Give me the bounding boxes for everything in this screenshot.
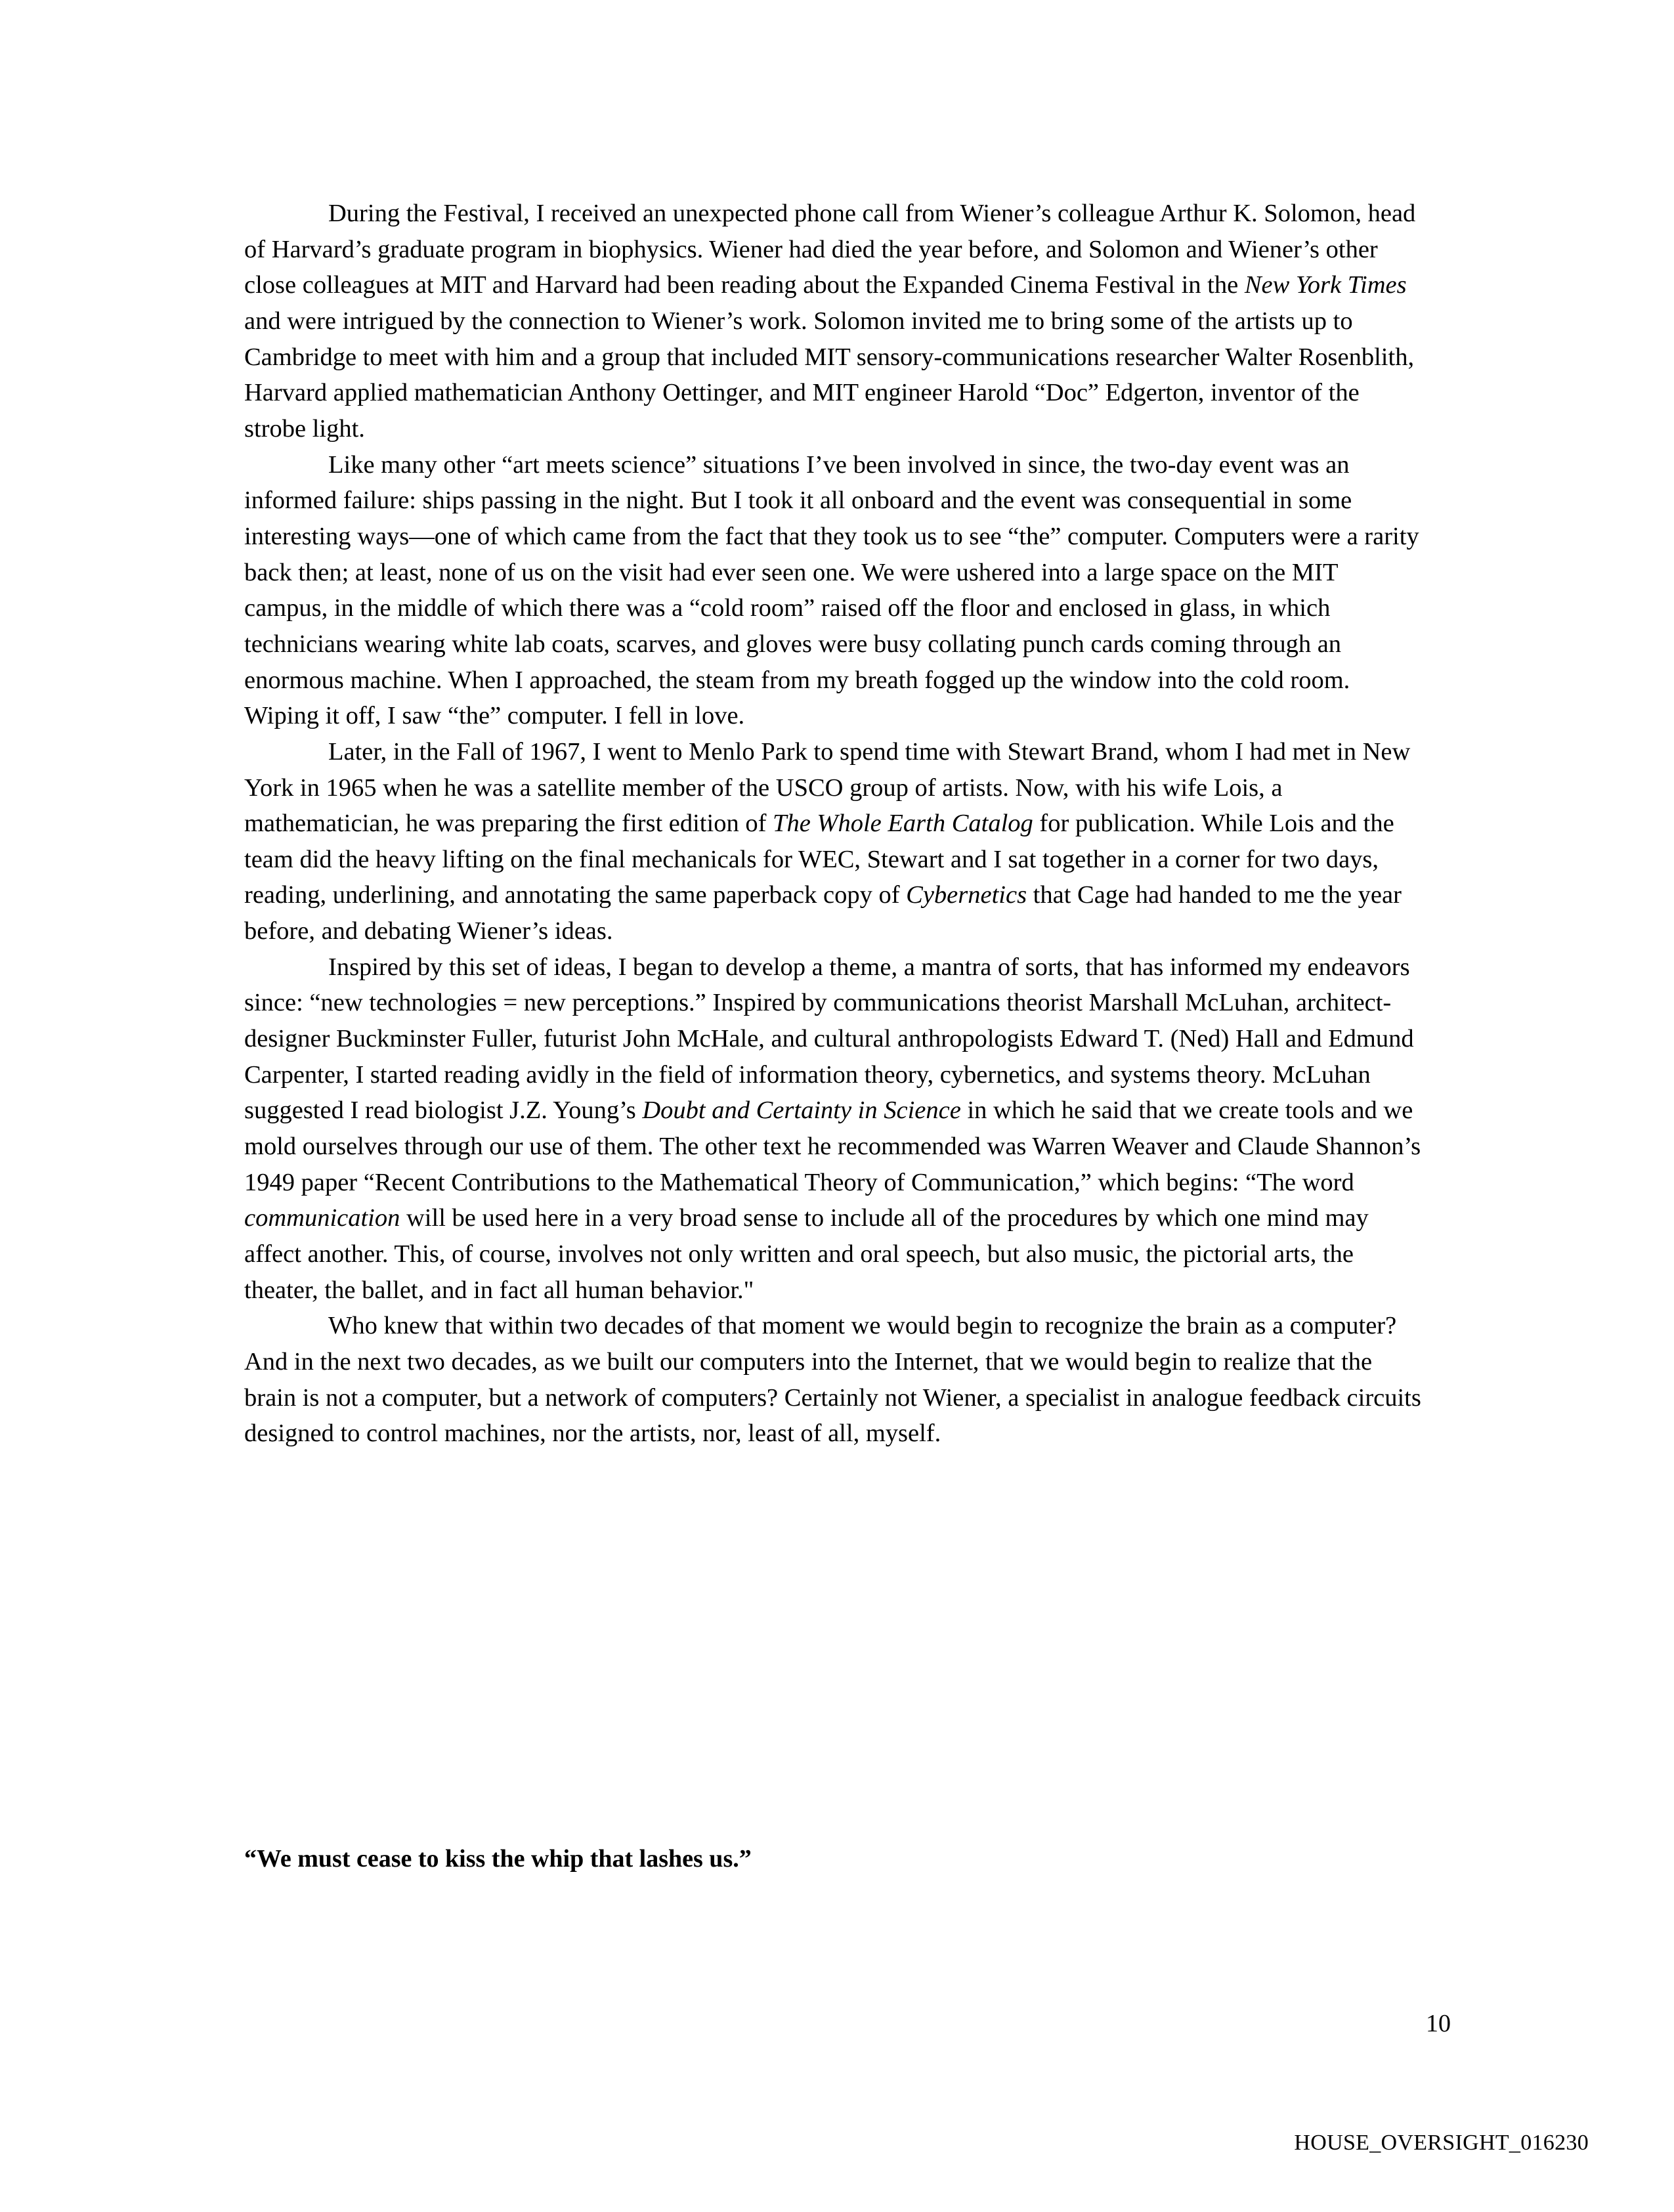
- text-run: that Cage had handed to me the year before, and debating Wiener’s ideas.: [244, 881, 1402, 945]
- bold-statement: “We must cease to kiss the whip that lashes us.”: [244, 1845, 752, 1873]
- text-run: and were intrigued by the connection to Wiener’s work. Solomon invited me to bring some of the artists up to Cambridge to meet with him and a group that included MIT sensory-communications researcher Walter Rosenblith, Harvard applied mathematician Anthony Oettinger, and MIT engineer Harold “Doc” Edgerton, inventor of the strobe light.: [244, 307, 1415, 443]
- italic-run: Doubt and Certainty in Science: [642, 1096, 961, 1125]
- text-run: in which he said that we create tools and we mold ourselves through our use of them. The other text he recommended was Warren Weaver and Claude Shannon’s 1949 paper “Recent Contributions to the Mathematical Theory of Communication,” which begins: “The word: [244, 1096, 1421, 1196]
- text-run: Who knew that within two decades of that moment we would begin to recognize the brain as a computer? And in the next two decades, as we built our computers into the Internet, that we would begin to realize that the brain is not a computer, but a network of computers? Certainly not Wiener, a specialist in analogue feedback circuits designed to control machines, nor the artists, nor, least of all, myself.: [244, 1312, 1421, 1448]
- body-text-column: [244, 196, 1426, 1452]
- text-run: will be used here in a very broad sense to include all of the procedures by which one mind may affect another. This, of course, involves not only written and oral speech, but also music, the pictorial arts, the theater, the ballet, and in fact all human behavior.": [244, 1204, 1369, 1304]
- paragraph-5: [244, 1308, 1426, 1452]
- text-run: for publication. While Lois and the team did the heavy lifting on the final mechanicals for WEC, Stewart and I sat together in a corner for two days, reading, underlining, and annotating the same paperback copy of: [244, 810, 1394, 909]
- paragraph-3: [244, 734, 1426, 949]
- paragraph-1: [244, 196, 1426, 447]
- text-run: Inspired by this set of ideas, I began to develop a theme, a mantra of sorts, that has informed my endeavors since: “new technologies = new perceptions.” Inspired by communications theorist Marshall McLuhan, architect-designer Buckminster Fuller, futurist John McHale, and cultural anthropologists Edward T. (Ned) Hall and Edmund Carpenter, I started reading avidly in the field of information theory, cybernetics, and systems theory. McLuhan suggested I read biologist J.Z. Young’s: [244, 953, 1414, 1125]
- italic-run: communication: [244, 1204, 400, 1232]
- italic-run: The Whole Earth Catalog: [773, 810, 1033, 838]
- page-number: 10: [1426, 2010, 1451, 2037]
- text-run: Later, in the Fall of 1967, I went to Menlo Park to spend time with Stewart Brand, whom I had met in New York in 1965 when he was a satellite member of the USCO group of artists. Now, with his wife Lois, a mathematician, he was preparing the first edition of: [244, 737, 1411, 838]
- italic-run: Cybernetics: [906, 881, 1027, 909]
- bates-stamp: HOUSE_OVERSIGHT_016230: [1294, 2131, 1589, 2155]
- text-run: During the Festival, I received an unexpected phone call from Wiener’s colleague Arthur K. Solomon, head of Harvard’s graduate program in biophysics. Wiener had died the year before, and Solomon and Wiener’s other close colleagues at MIT and Harvard had been reading about the Expanded Cinema Festival in the: [244, 200, 1416, 299]
- italic-run: New York Times: [1244, 271, 1407, 299]
- text-run: Like many other “art meets science” situations I’ve been involved in since, the two-day event was an informed failure: ships passing in the night. But I took it all onboard and the event was consequential in some interesting ways—one of which came from the fact that they took us to see “the” computer. Computers were a rarity back then; at least, none of us on the visit had ever seen one. We were ushered into a large space on the MIT campus, in the middle of which there was a “cold room” raised off the floor and enclosed in glass, in which technicians wearing white lab coats, scarves, and gloves were busy collating punch cards coming through an enormous machine. When I approached, the steam from my breath fogged up the window into the cold room. Wiping it off, I saw “the” computer. I fell in love.: [244, 450, 1419, 730]
- paragraph-2: [244, 447, 1426, 734]
- paragraph-4: [244, 949, 1426, 1309]
